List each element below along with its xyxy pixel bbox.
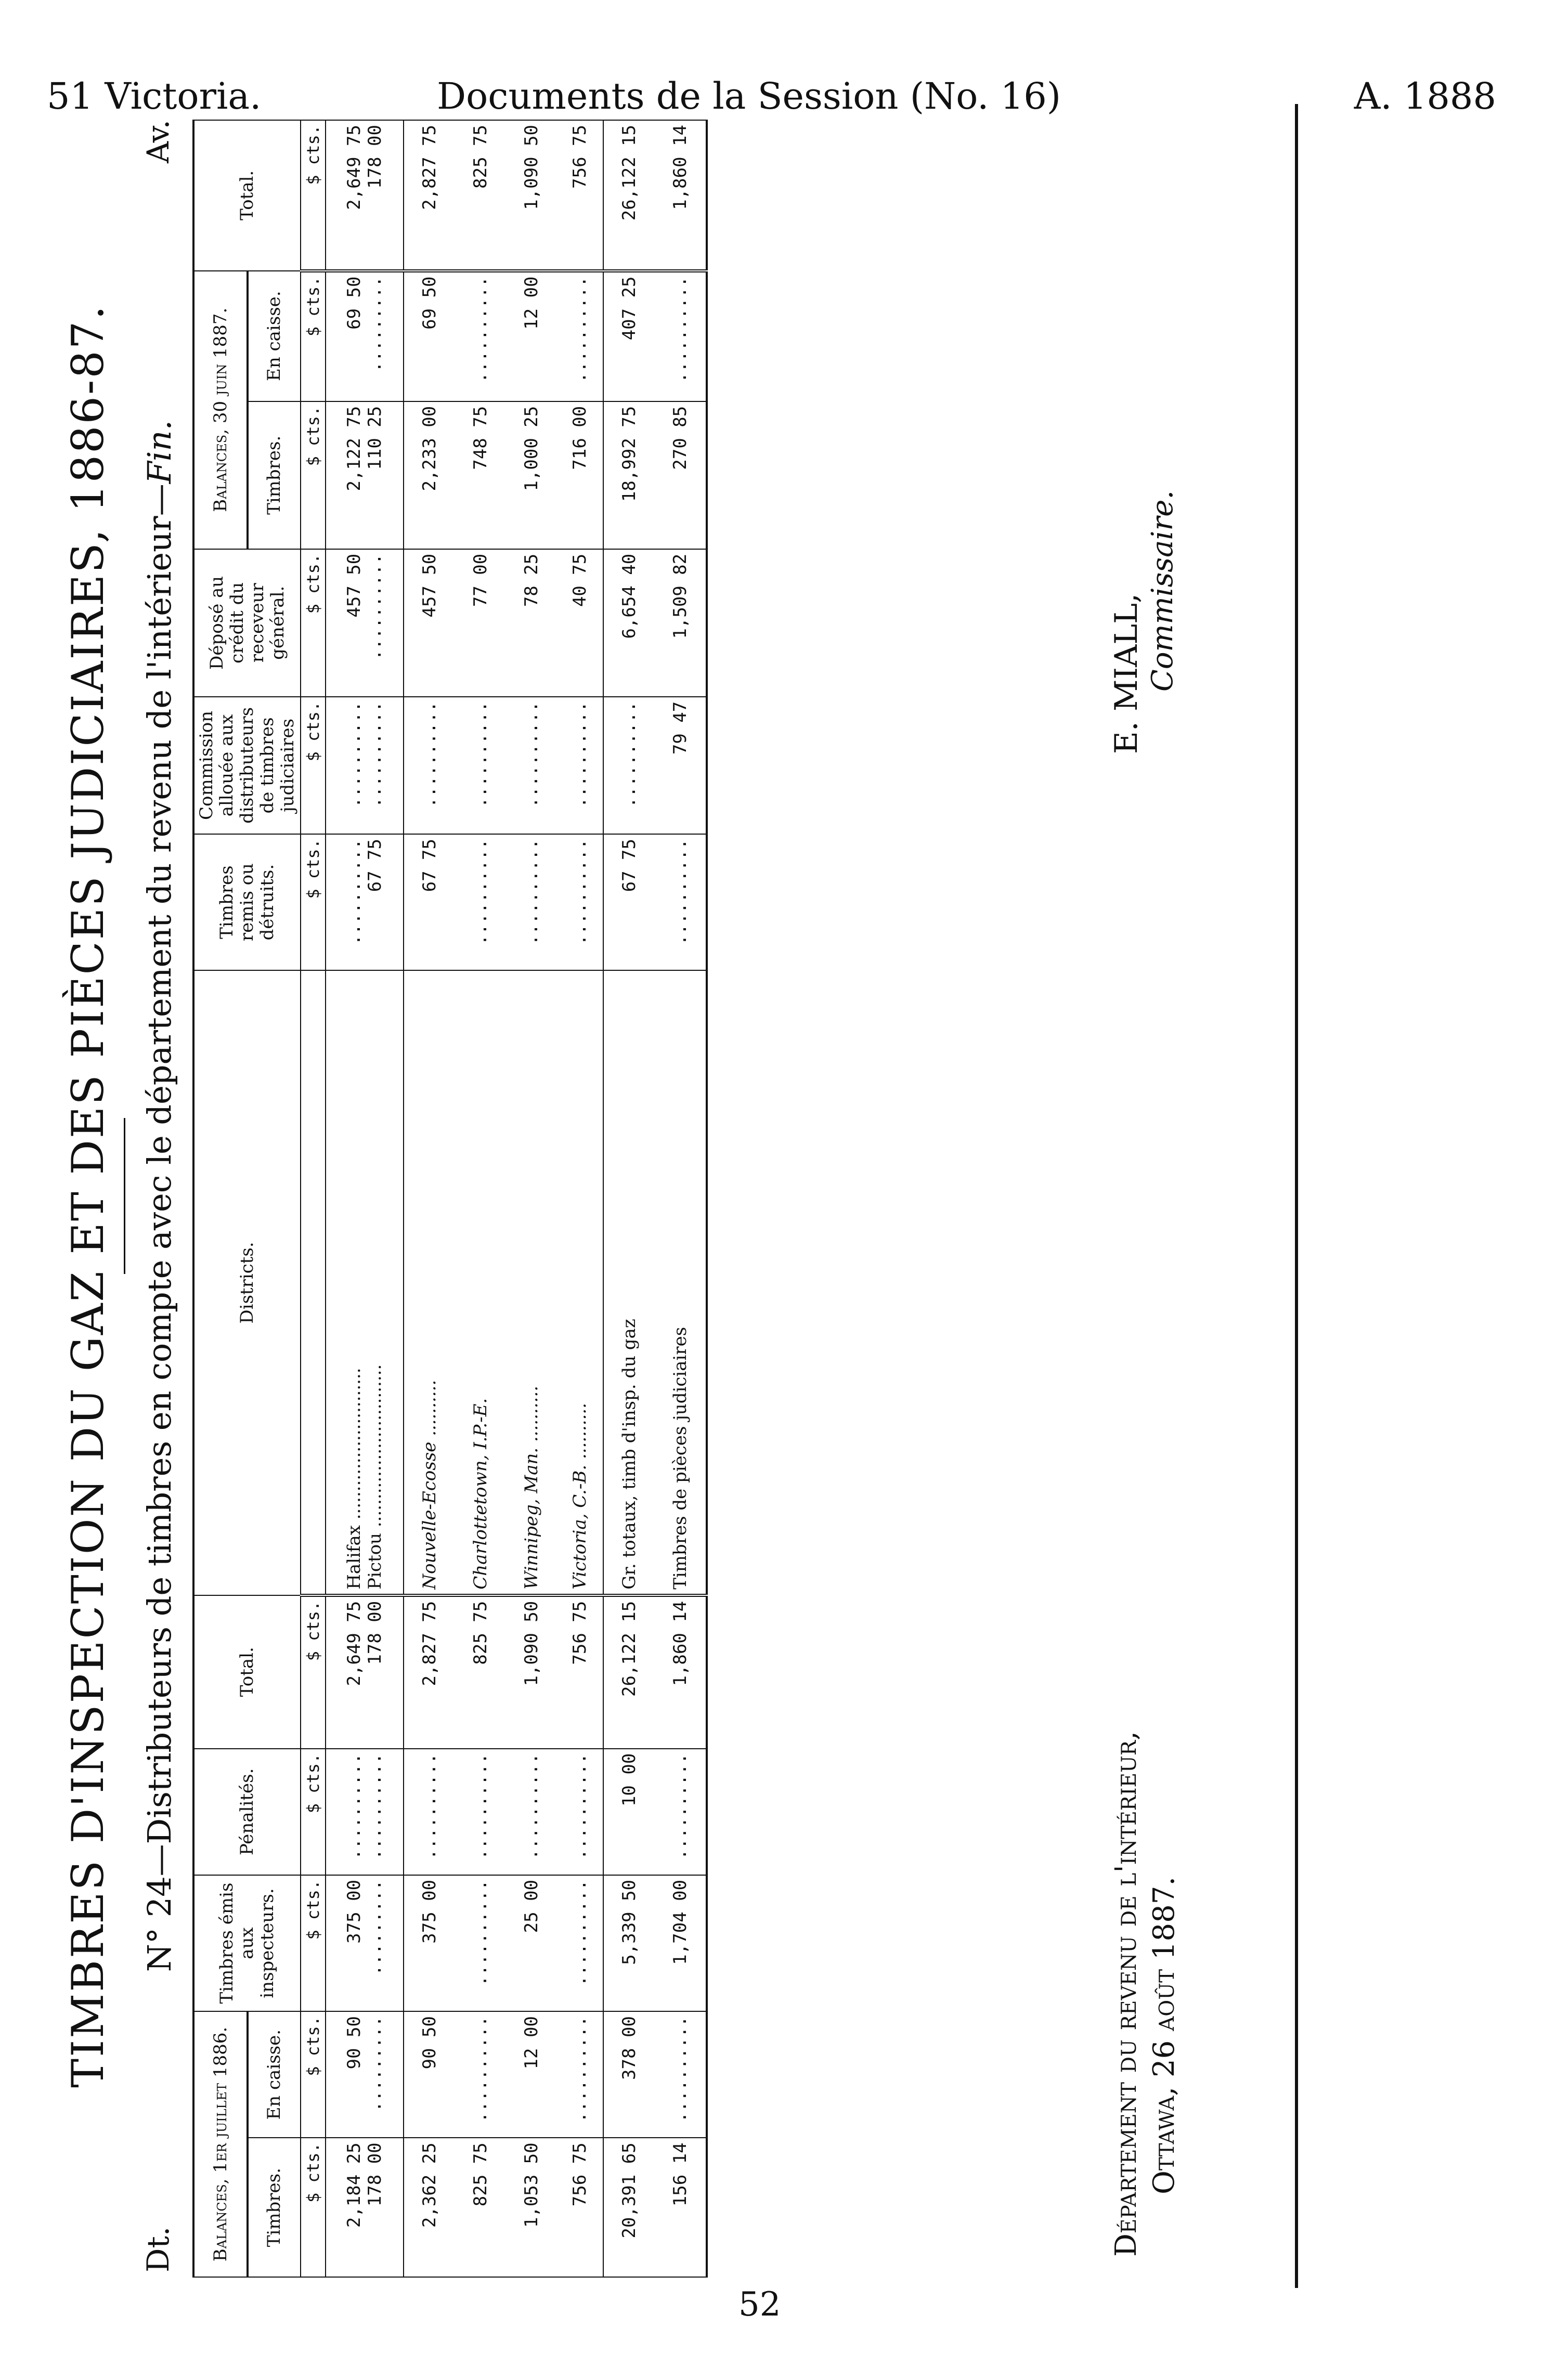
department-block <box>1108 1731 1184 2257</box>
header-left: 51 Victoria. <box>47 75 262 118</box>
amount-cell-t87: 2,122 75 110 25 <box>326 401 404 549</box>
amount-cell-total: 26,122 15 <box>603 1595 655 1749</box>
unit-cell: $ cts. <box>301 1875 326 2011</box>
table-subtitle <box>140 104 178 2288</box>
amount-cell-total: 825 75 <box>455 1595 506 1749</box>
amount-cell-t87: 748 75 <box>455 401 506 549</box>
unit-cell: $ cts. <box>301 271 326 401</box>
units-row <box>301 120 326 2277</box>
col-en-caisse-1886: En caisse. <box>248 2011 301 2138</box>
table-row <box>506 120 557 2277</box>
credit-label: Av. <box>140 120 176 163</box>
district-cell: Gr. totaux, timb d'insp. du gaz <box>603 970 655 1595</box>
table-row <box>557 120 603 2277</box>
amount-cell-emis: 375 00 <box>404 1875 455 2011</box>
amount-cell-comm: .......... <box>506 697 557 834</box>
amount-cell-c87: 69 50 ......... <box>326 271 404 401</box>
col-commission: Commission allouée aux distributeurs de timbres judiciaires <box>193 697 301 834</box>
amount-cell-c86: .......... <box>655 2011 707 2138</box>
amount-cell-c86: 378 00 <box>603 2011 655 2138</box>
col-total-2: Total. <box>193 120 301 271</box>
amount-cell-pen: .......... .......... <box>326 1749 404 1875</box>
col-balances-1887: Balances, 30 juin 1887. <box>193 271 248 549</box>
amount-cell-remis: .......... <box>455 834 506 970</box>
amount-cell-c87: 12 00 <box>506 271 557 401</box>
signature-block <box>1108 490 1180 754</box>
rotated-table-sheet <box>62 104 1300 2288</box>
amount-cell-t86: 20,391 65 <box>603 2138 655 2277</box>
header-center: Documents de la Session (No. 16) <box>437 75 1061 118</box>
amount-cell-c86: .......... <box>455 2011 506 2138</box>
amount-cell-remis: .......... <box>655 834 707 970</box>
amount-cell-emis: .......... <box>455 1875 506 2011</box>
col-timbres-remis: Timbres remis ou détruits. <box>193 834 301 970</box>
amount-cell-t87: 2,233 00 <box>404 401 455 549</box>
header-right: A. 1888 <box>1354 75 1496 118</box>
amount-cell-total2: 1,090 50 <box>506 120 557 271</box>
amount-cell-total: 1,090 50 <box>506 1595 557 1749</box>
amount-cell-comm: 79 47 <box>655 697 707 834</box>
table-title: TIMBRES D'INSPECTION DU GAZ ET DES PIÈCES JUDICIAIRES, 1886-87. <box>62 304 113 2088</box>
amount-cell-comm: .......... <box>455 697 506 834</box>
unit-cell: $ cts. <box>301 2011 326 2138</box>
amount-cell-total2: 2,827 75 <box>404 120 455 271</box>
amount-cell-total: 756 75 <box>557 1595 603 1749</box>
unit-cell: $ cts. <box>301 401 326 549</box>
amount-cell-c87: .......... <box>455 271 506 401</box>
amount-cell-remis: .......... <box>506 834 557 970</box>
table-row <box>455 120 506 2277</box>
amount-cell-comm: .......... .......... <box>326 697 404 834</box>
unit-cell: $ cts. <box>301 1595 326 1749</box>
amount-cell-dep: 77 00 <box>455 549 506 697</box>
unit-cell: $ cts. <box>301 1749 326 1875</box>
amount-cell-total: 2,827 75 <box>404 1595 455 1749</box>
amount-cell-emis: 375 00 ......... <box>326 1875 404 2011</box>
district-cell: Halifax ........................... Pictou ............................. <box>326 970 404 1595</box>
amount-cell-total2: 2,649 75 178 00 <box>326 120 404 271</box>
amount-cell-comm: .......... <box>603 697 655 834</box>
amount-cell-comm: .......... <box>404 697 455 834</box>
amount-cell-pen: .......... <box>655 1749 707 1875</box>
amount-cell-remis: .......... 67 75 <box>326 834 404 970</box>
subtitle-text: N° 24—Distributeurs de timbres en compte avec le département du revenu de l'intérieur— <box>140 484 178 1972</box>
col-balances-1886: Balances, 1er juillet 1886. <box>193 2011 248 2277</box>
unit-cell: $ cts. <box>301 549 326 697</box>
title-rule <box>124 1118 125 1274</box>
table-row <box>603 120 655 2277</box>
unit-cell: $ cts. <box>301 2138 326 2277</box>
amount-cell-remis: .......... <box>557 834 603 970</box>
amount-cell-remis: 67 75 <box>603 834 655 970</box>
amount-cell-pen: .......... <box>506 1749 557 1875</box>
amount-cell-remis: 67 75 <box>404 834 455 970</box>
subtitle-fin: Fin. <box>140 420 178 484</box>
signature-role: Commissaire. <box>1146 490 1179 692</box>
unit-cell: $ cts. <box>301 834 326 970</box>
amount-cell-emis: 25 00 <box>506 1875 557 2011</box>
amount-cell-emis: 1,704 00 <box>655 1875 707 2011</box>
amount-cell-total: 1,860 14 <box>655 1595 707 1749</box>
col-penalites: Pénalités. <box>193 1749 301 1875</box>
amount-cell-pen: .......... <box>557 1749 603 1875</box>
amount-cell-c86: .......... <box>557 2011 603 2138</box>
department-name: Département du revenu de l'intérieur, <box>1109 1731 1143 2257</box>
district-cell: Nouvelle-Ecosse .......... <box>404 970 455 1595</box>
amount-cell-pen: .......... <box>455 1749 506 1875</box>
amount-cell-dep: 6,654 40 <box>603 549 655 697</box>
table-row <box>326 120 404 2277</box>
amount-cell-t87: 270 85 <box>655 401 707 549</box>
col-en-caisse-1887: En caisse. <box>248 271 301 401</box>
amount-cell-total2: 1,860 14 <box>655 120 707 271</box>
table-row <box>655 120 707 2277</box>
debit-label: Dt. <box>140 2226 176 2272</box>
amount-cell-dep: 457 50 .......... <box>326 549 404 697</box>
amount-cell-t87: 1,000 25 <box>506 401 557 549</box>
unit-cell: $ cts. <box>301 120 326 271</box>
stamp-account-table <box>192 120 708 2278</box>
district-cell: Winnipeg, Man. .......... <box>506 970 557 1595</box>
amount-cell-total2: 825 75 <box>455 120 506 271</box>
amount-cell-c86: 90 50 ......... <box>326 2011 404 2138</box>
amount-cell-t87: 18,992 75 <box>603 401 655 549</box>
place-date: Ottawa, 26 août 1887. <box>1147 1876 1181 2194</box>
amount-cell-c87: 69 50 <box>404 271 455 401</box>
amount-cell-total: 2,649 75 178 00 <box>326 1595 404 1749</box>
district-cell: Victoria, C.-B. .......... <box>557 970 603 1595</box>
amount-cell-t86: 2,362 25 <box>404 2138 455 2277</box>
amount-cell-dep: 78 25 <box>506 549 557 697</box>
amount-cell-c87: .......... <box>557 271 603 401</box>
amount-cell-total2: 26,122 15 <box>603 120 655 271</box>
amount-cell-c86: 90 50 <box>404 2011 455 2138</box>
amount-cell-t87: 716 00 <box>557 401 603 549</box>
district-cell: Timbres de pièces judiciaires <box>655 970 707 1595</box>
table-body <box>326 120 707 2277</box>
amount-cell-emis: .......... <box>557 1875 603 2011</box>
amount-cell-t86: 756 75 <box>557 2138 603 2277</box>
amount-cell-dep: 1,509 82 <box>655 549 707 697</box>
amount-cell-t86: 1,053 50 <box>506 2138 557 2277</box>
amount-cell-t86: 2,184 25 178 00 <box>326 2138 404 2277</box>
bottom-rule <box>1295 104 1298 2288</box>
amount-cell-c87: 407 25 <box>603 271 655 401</box>
col-total: Total. <box>193 1595 301 1749</box>
table-row <box>404 120 455 2277</box>
amount-cell-comm: .......... <box>557 697 603 834</box>
unit-cell-blank <box>301 970 326 1595</box>
col-timbres-1887: Timbres. <box>248 401 301 549</box>
amount-cell-pen: 10 00 <box>603 1749 655 1875</box>
amount-cell-dep: 457 50 <box>404 549 455 697</box>
amount-cell-c87: .......... <box>655 271 707 401</box>
amount-cell-pen: .......... <box>404 1749 455 1875</box>
col-depose: Déposé au crédit du receveur général. <box>193 549 301 697</box>
col-timbres-emis: Timbres émis aux inspecteurs. <box>193 1875 301 2011</box>
amount-cell-t86: 825 75 <box>455 2138 506 2277</box>
amount-cell-c86: 12 00 <box>506 2011 557 2138</box>
col-timbres-1886: Timbres. <box>248 2138 301 2277</box>
col-districts: Districts. <box>193 970 301 1595</box>
amount-cell-emis: 5,339 50 <box>603 1875 655 2011</box>
amount-cell-dep: 40 75 <box>557 549 603 697</box>
amount-cell-total2: 756 75 <box>557 120 603 271</box>
unit-cell: $ cts. <box>301 697 326 834</box>
district-cell: Charlottetown, I.P.-E. <box>455 970 506 1595</box>
signature-name: E. MIALL, <box>1108 593 1145 754</box>
amount-cell-t86: 156 14 <box>655 2138 707 2277</box>
page-number: 52 <box>738 2285 781 2324</box>
